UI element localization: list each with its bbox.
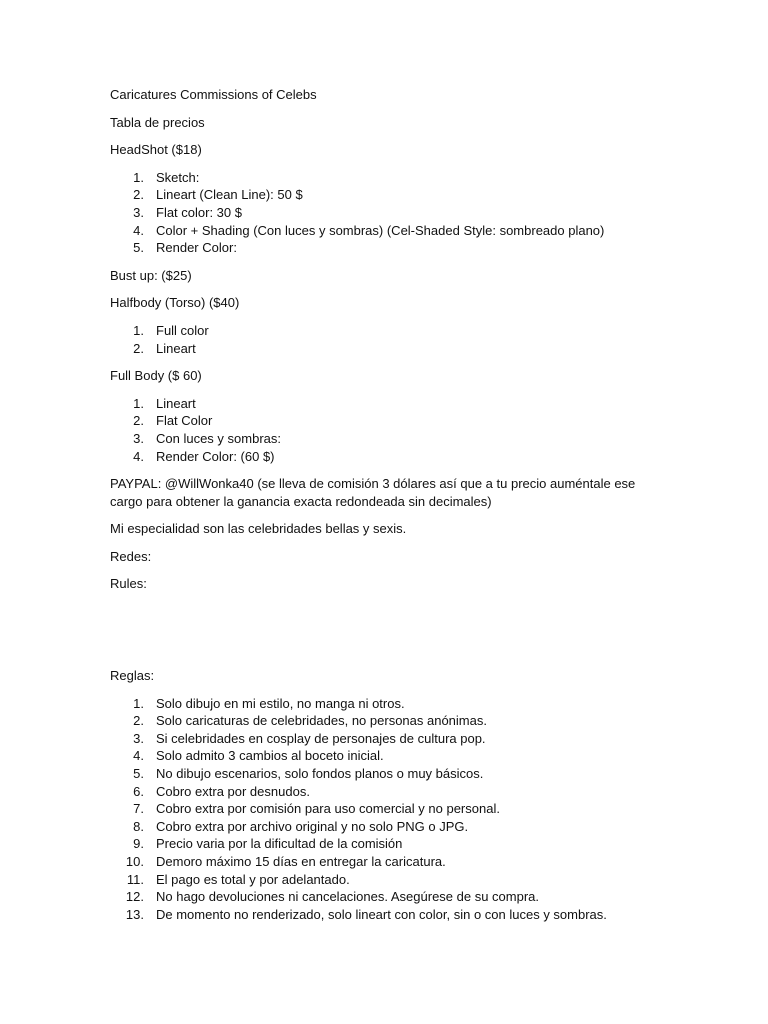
list-number: 3. [133, 430, 144, 446]
list-number: 3. [133, 730, 144, 746]
list-number: 1. [133, 169, 144, 185]
paypal-paragraph: PAYPAL: @WillWonka40 (se lleva de comisión 3 dólares así que a tu precio auméntale ese cargo para obtener la ganancia exacta redondeada sin decimales) [110, 476, 639, 509]
list-item [110, 888, 670, 906]
list-number: 2. [133, 413, 144, 429]
list-number: 2. [133, 187, 144, 203]
list-item [110, 783, 670, 801]
list-number: 5. [133, 766, 144, 782]
list-item [110, 747, 670, 765]
list-number: 2. [133, 713, 144, 729]
list-item [110, 204, 670, 222]
list-item [110, 322, 670, 340]
list-item [110, 800, 670, 818]
headshot-heading: HeadShot ($18) [110, 142, 202, 158]
headshot-list [110, 169, 670, 257]
list-item [110, 412, 670, 430]
list-item-text: Lineart [156, 395, 196, 411]
list-item [110, 853, 670, 871]
list-number: 1. [133, 695, 144, 711]
list-item [110, 695, 670, 713]
bustup-heading: Bust up: ($25) [110, 267, 192, 283]
list-number: 12. [125, 889, 144, 905]
list-number: 3. [133, 204, 144, 220]
list-number: 13. [125, 906, 144, 922]
list-number: 4. [133, 748, 144, 764]
fullbody-heading: Full Body ($ 60) [110, 368, 202, 384]
list-number: 5. [133, 240, 144, 256]
list-item [110, 765, 670, 783]
redes-label: Redes: [110, 548, 152, 564]
list-item-text: No hago devoluciones ni cancelaciones. Asegúrese de su compra. [156, 889, 540, 905]
blank-space [110, 603, 670, 667]
rules-label: Rules: [110, 576, 147, 592]
list-item [110, 340, 670, 358]
list-item-text: Flat color: 30 $ [156, 204, 242, 220]
list-item [110, 730, 670, 748]
list-item-text: Solo admito 3 cambios al boceto inicial. [156, 748, 384, 764]
list-number: 6. [133, 783, 144, 799]
list-item [110, 186, 670, 204]
list-item-text: Cobro extra por archivo original y no solo PNG o JPG. [156, 818, 469, 834]
list-item-text: Lineart (Clean Line): 50 $ [156, 187, 303, 203]
list-item-text: Color + Shading (Con luces y sombras) (Cel-Shaded Style: sombreado plano) [156, 222, 605, 238]
list-item [110, 906, 670, 924]
list-item-text: Solo caricaturas de celebridades, no personas anónimas. [156, 713, 487, 729]
list-number: 11. [126, 871, 144, 887]
list-item-text: Full color [156, 322, 209, 338]
list-item-text: Cobro extra por desnudos. [156, 783, 310, 799]
document-title: Caricatures Commissions of Celebs [110, 87, 317, 102]
document-body [110, 86, 670, 933]
halfbody-list [110, 322, 670, 357]
list-item [110, 835, 670, 853]
list-item-text: Solo dibujo en mi estilo, no manga ni otros. [156, 695, 405, 711]
list-item-text: Render Color: [156, 240, 237, 256]
list-item-text: Cobro extra por comisión para uso comercial y no personal. [156, 801, 500, 817]
list-item-text: De momento no renderizado, solo lineart con color, sin o con luces y sombras. [156, 906, 607, 922]
list-number: 1. [133, 395, 144, 411]
list-number: 7. [133, 801, 144, 817]
list-number: 4. [133, 448, 144, 464]
list-item-text: Flat Color [156, 413, 213, 429]
list-item-text: No dibujo escenarios, solo fondos planos o muy básicos. [156, 766, 484, 782]
list-number: 9. [133, 836, 144, 852]
list-item [110, 448, 670, 466]
list-item [110, 818, 670, 836]
list-item-text: El pago es total y por adelantado. [156, 871, 350, 887]
list-item-text: Si celebridades en cosplay de personajes de cultura pop. [156, 730, 486, 746]
list-item-text: Precio varia por la dificultad de la comisión [156, 836, 403, 852]
halfbody-heading: Halfbody (Torso) ($40) [110, 295, 240, 311]
reglas-heading: Reglas: [110, 668, 155, 684]
list-item [110, 430, 670, 448]
list-item-text: Con luces y sombras: [156, 430, 281, 446]
price-table-label: Tabla de precios [110, 114, 205, 130]
list-item-text: Render Color: (60 $) [156, 448, 275, 464]
list-item-text: Demoro máximo 15 días en entregar la caricatura. [156, 854, 446, 869]
specialty-paragraph: Mi especialidad son las celebridades bellas y sexis. [110, 521, 407, 537]
list-item [110, 871, 670, 889]
list-item-text: Lineart [156, 340, 196, 356]
list-item [110, 239, 670, 257]
list-number: 2. [133, 340, 144, 356]
list-number: 1. [133, 322, 144, 338]
list-item-text: Sketch: [156, 169, 200, 185]
list-number: 10. [125, 854, 144, 869]
list-number: 8. [133, 818, 144, 834]
reglas-list [110, 695, 670, 924]
list-item [110, 222, 670, 240]
list-number: 4. [133, 222, 144, 238]
list-item [110, 169, 670, 187]
fullbody-list [110, 395, 670, 465]
list-item [110, 395, 670, 413]
list-item [110, 712, 670, 730]
